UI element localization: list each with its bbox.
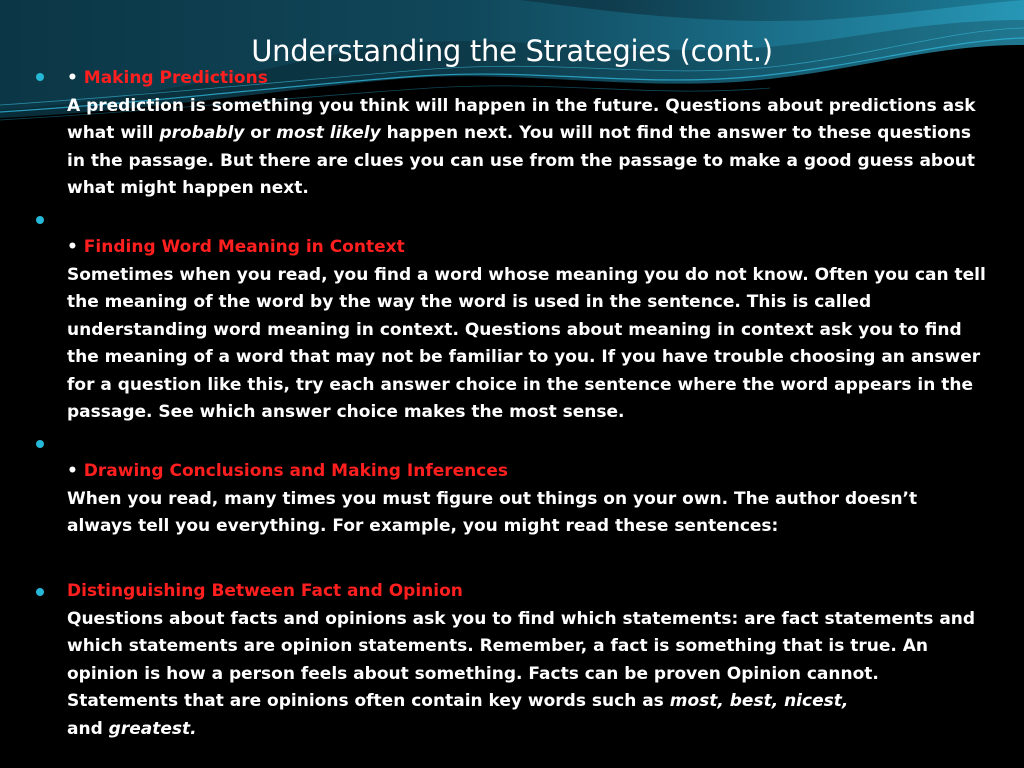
section-body (67, 93, 987, 203)
section-heading: Finding Word Meaning in Context (83, 237, 405, 257)
body-emphasis: most likely (276, 123, 381, 143)
section-prefix: • (67, 68, 78, 88)
body-emphasis: most, best, nicest, (669, 691, 849, 711)
section-making-predictions (67, 65, 987, 203)
section-prefix: • (67, 237, 78, 257)
section-body (67, 606, 987, 744)
bullet-icon (36, 216, 44, 224)
body-text: or (244, 123, 277, 143)
bullet-icon (36, 440, 44, 448)
section-body: When you read, many times you must figure out things on your own. The author doesn’t always tell you everything. For example, you might read these sentences: (67, 488, 918, 536)
bullet-icon (36, 73, 44, 81)
slide-title: Understanding the Strategies (cont.) (251, 34, 773, 68)
body-text: Questions about facts and opinions ask you to find which statements: are fact statements and which statements are opinion statements. Remember, a fact is something that is true. An opinion is how a person feels about something. Facts can be proven Opinion cannot. Statements that are opinions often contain key words such as (67, 608, 976, 711)
bullet-icon (36, 588, 44, 596)
body-emphasis: probably (159, 123, 245, 143)
section-heading: Distinguishing Between Fact and Opinion (67, 581, 463, 601)
section-drawing-conclusions (67, 458, 987, 541)
body-text: happen next. You will not find the answer to these questions in the passage. But there are clues you can use from the passage to make a good guess about what might happen next. (67, 123, 975, 198)
section-heading: Making Predictions (83, 68, 268, 88)
body-text: and (67, 718, 109, 739)
section-fact-opinion (67, 578, 987, 743)
section-heading: Drawing Conclusions and Making Inferences (83, 461, 508, 481)
body-text: A prediction is something you think will happen in the future. Questions about predictions ask what will (67, 95, 976, 143)
section-word-meaning (67, 234, 987, 427)
section-prefix: • (67, 461, 78, 481)
section-body: Sometimes when you read, you find a word whose meaning you do not know. Often you can tell the meaning of the word by the way the word is used in the sentence. This is called understanding word meaning in context. Questions about meaning in context ask you to find the meaning of a word that may not be familiar to you. If you have trouble choosing an answer for a question like this, try each answer choice in the sentence where the word appears in the passage. See which answer choice makes the most sense. (67, 264, 986, 422)
body-emphasis: greatest. (108, 718, 197, 739)
